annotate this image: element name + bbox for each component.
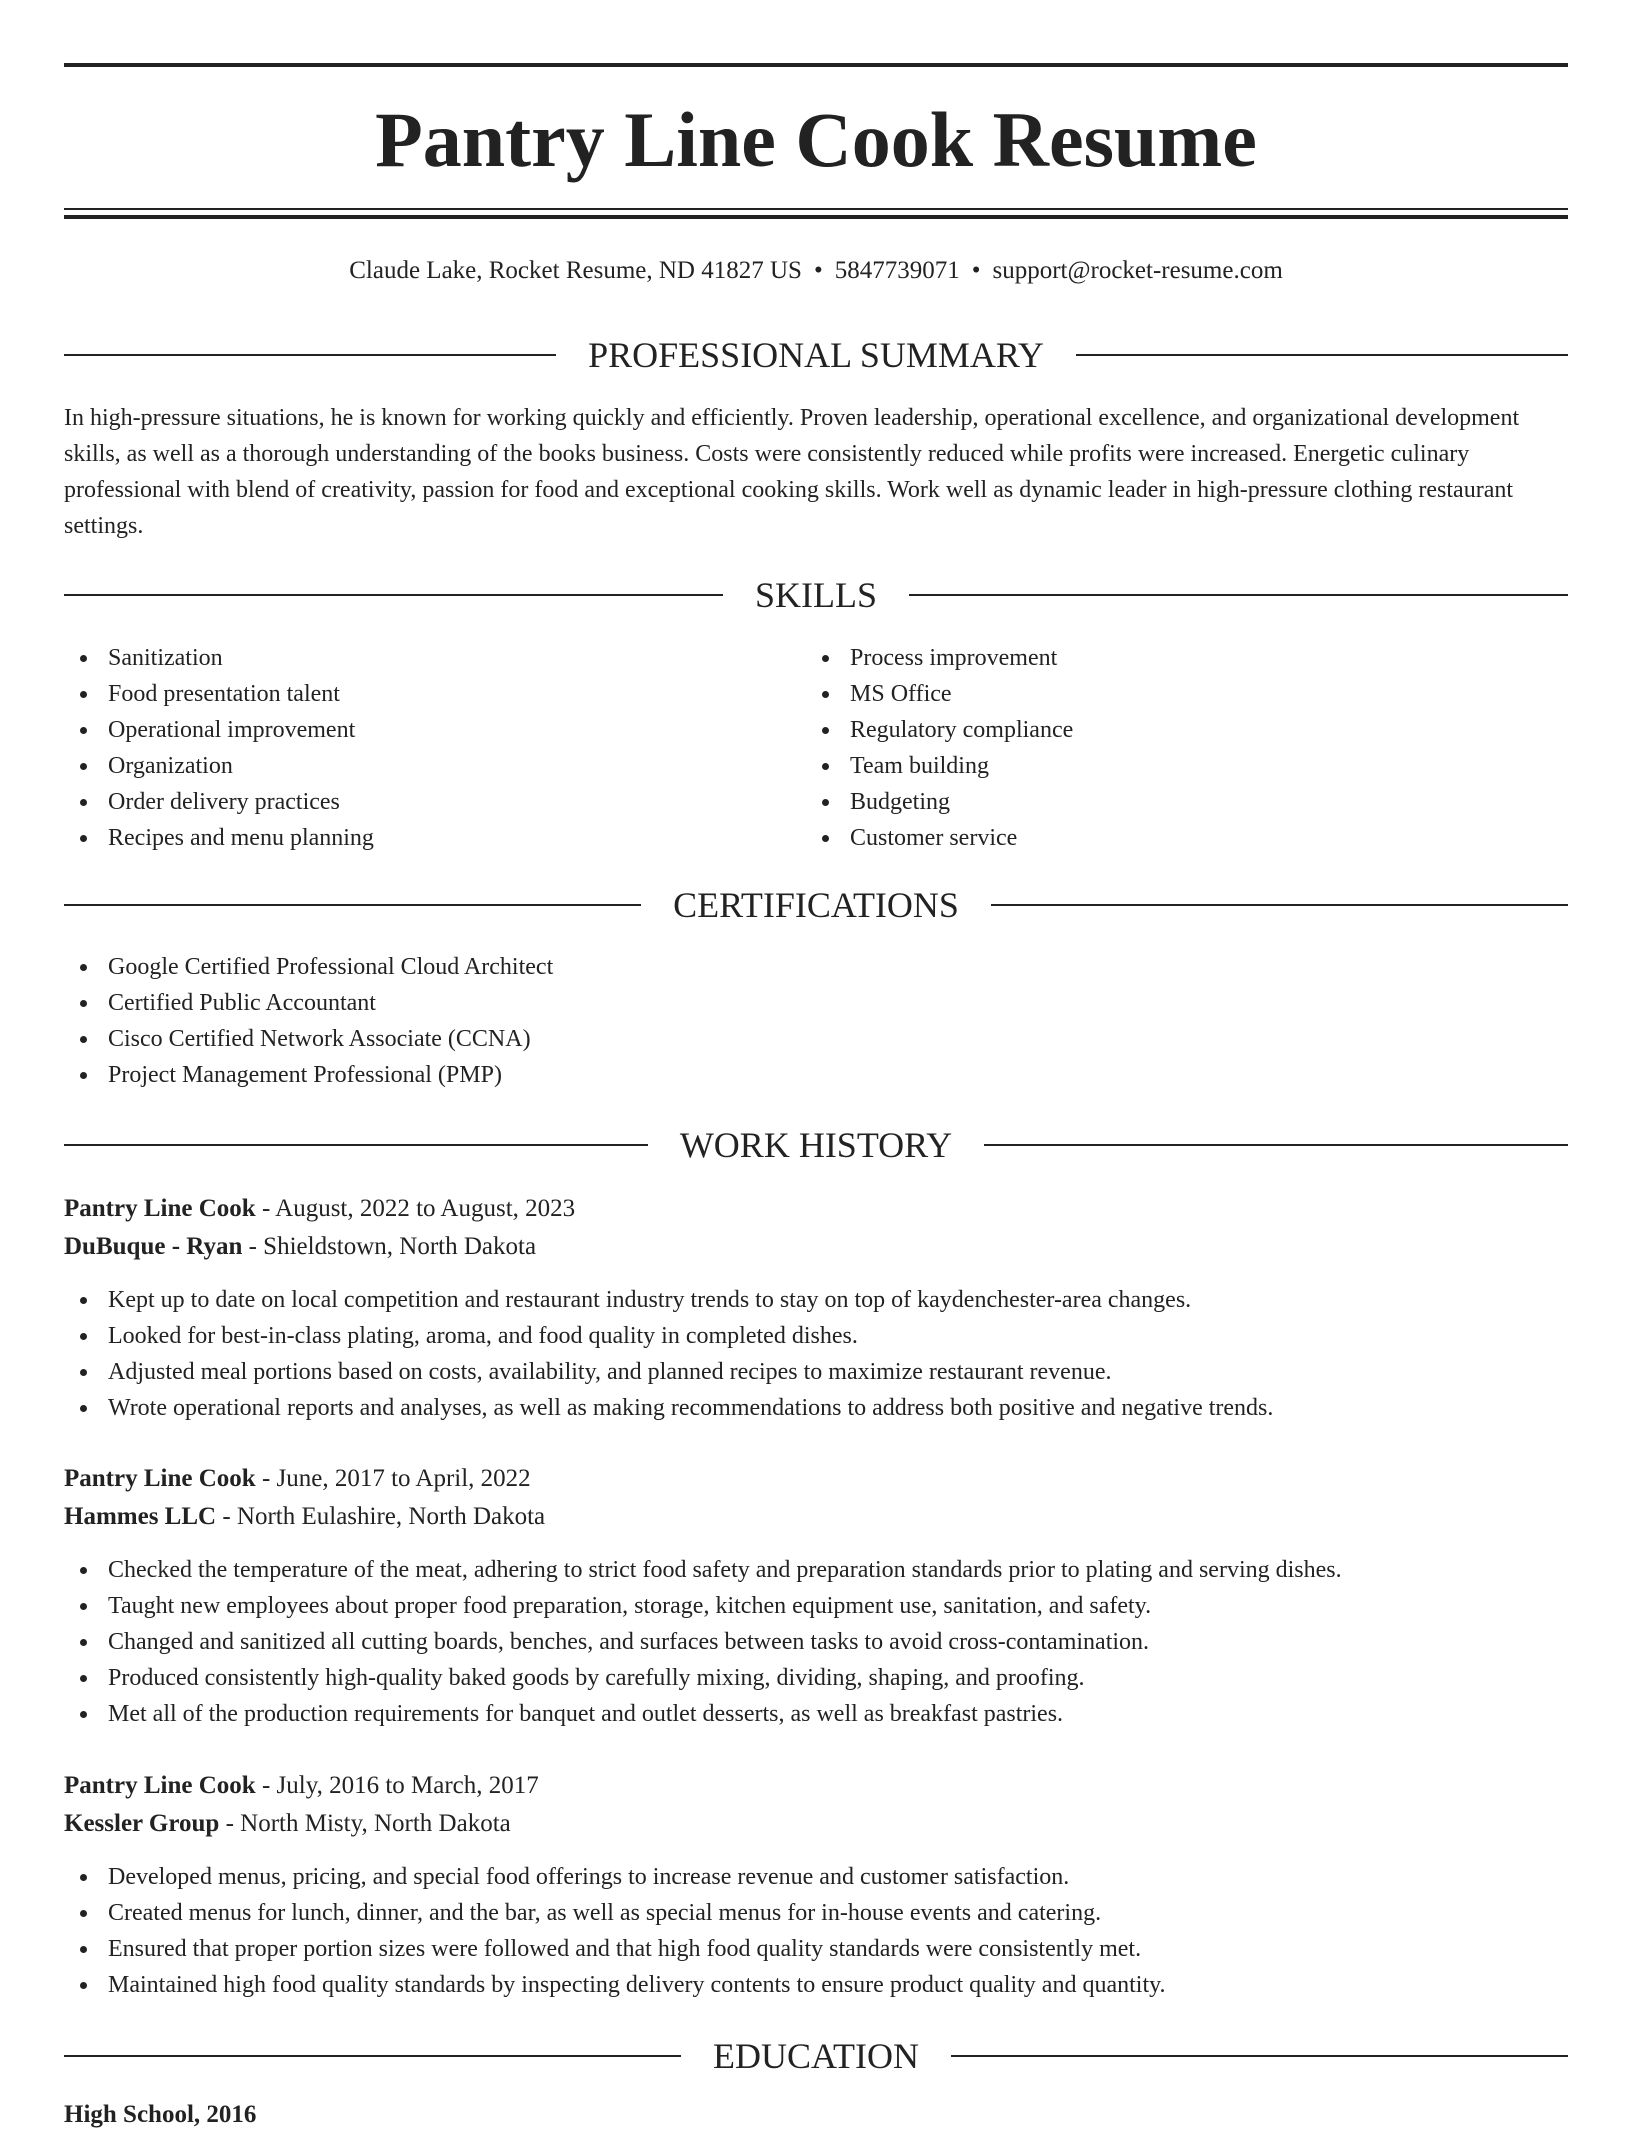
section-title: WORK HISTORY <box>679 1125 953 1165</box>
contact-line <box>64 254 1568 288</box>
job-title: Pantry Line Cook <box>64 1465 256 1492</box>
heading-rule <box>951 2055 1568 2057</box>
skill-item: Food presentation talent <box>64 676 764 712</box>
heading-rule <box>991 904 1568 906</box>
job-location: - Shieldstown, North Dakota <box>242 1233 537 1260</box>
job-title: Pantry Line Cook <box>64 1772 256 1799</box>
section-heading-certifications <box>64 883 1568 927</box>
contact-phone: 5847739071 <box>834 257 960 284</box>
job-dates: - August, 2022 to August, 2023 <box>255 1195 576 1222</box>
section-heading-skills <box>64 573 1568 617</box>
job-title: Pantry Line Cook <box>64 1195 256 1222</box>
job-bullet: Adjusted meal portions based on costs, availability, and planned recipes to maximize restaurant revenue. <box>64 1354 1568 1390</box>
skill-item: Team building <box>806 748 1506 784</box>
job-bullet: Met all of the production requirements for banquet and outlet desserts, as well as breakfast pastries. <box>64 1696 1568 1732</box>
job-bullet: Ensured that proper portion sizes were followed and that high food quality standards were consistently met. <box>64 1931 1568 1967</box>
skill-item: Regulatory compliance <box>806 712 1506 748</box>
section-title: PROFESSIONAL SUMMARY <box>588 335 1044 375</box>
skill-item: Recipes and menu planning <box>64 820 764 856</box>
section-heading-work-history <box>64 1123 1568 1167</box>
certification-item: Project Management Professional (PMP) <box>64 1057 1064 1093</box>
job-company: DuBuque - Ryan <box>64 1233 243 1260</box>
job-title-line <box>64 1767 1568 1805</box>
skill-item: Order delivery practices <box>64 784 764 820</box>
top-rule <box>64 63 1568 67</box>
contact-separator: • <box>971 257 981 284</box>
job-company: Kessler Group <box>64 1810 220 1837</box>
skills-list-left <box>64 640 764 856</box>
job-bullet: Changed and sanitized all cutting boards, benches, and surfaces between tasks to avoid cross-contamination. <box>64 1624 1568 1660</box>
certifications-list <box>64 949 1064 1093</box>
heading-rule <box>64 594 723 596</box>
section-heading-summary <box>64 333 1568 377</box>
job-bullet: Created menus for lunch, dinner, and the bar, as well as special menus for in-house events and catering. <box>64 1895 1568 1931</box>
skill-item: MS Office <box>806 676 1506 712</box>
job-bullets <box>64 1282 1568 1426</box>
job-bullet: Maintained high food quality standards by inspecting delivery contents to ensure product quality and quantity. <box>64 1967 1568 2003</box>
heading-rule <box>909 594 1568 596</box>
job-bullets <box>64 1552 1568 1732</box>
education-entry: High School, 2016 <box>64 2101 257 2128</box>
skill-item: Budgeting <box>806 784 1506 820</box>
job-title-line <box>64 1460 1568 1498</box>
skill-item: Customer service <box>806 820 1506 856</box>
job-entry <box>64 1767 1568 2003</box>
contact-address: Claude Lake, Rocket Resume, ND 41827 US <box>349 257 802 284</box>
skill-item: Sanitization <box>64 640 764 676</box>
contact-separator: • <box>813 257 823 284</box>
job-location: - North Misty, North Dakota <box>219 1810 511 1837</box>
certification-item: Google Certified Professional Cloud Architect <box>64 949 1064 985</box>
skill-item: Operational improvement <box>64 712 764 748</box>
heading-rule <box>984 1144 1568 1146</box>
job-bullet: Looked for best-in-class plating, aroma, and food quality in completed dishes. <box>64 1318 1568 1354</box>
job-entry <box>64 1190 1568 1426</box>
job-bullets <box>64 1859 1568 2003</box>
title-rule-upper <box>64 208 1568 210</box>
job-bullet: Produced consistently high-quality baked goods by carefully mixing, dividing, shaping, and proofing. <box>64 1660 1568 1696</box>
job-dates: - June, 2017 to April, 2022 <box>255 1465 531 1492</box>
heading-rule <box>64 2055 681 2057</box>
skill-item: Process improvement <box>806 640 1506 676</box>
job-company-line <box>64 1805 1568 1843</box>
certification-item: Cisco Certified Network Associate (CCNA) <box>64 1021 1064 1057</box>
skill-item: Organization <box>64 748 764 784</box>
job-bullet: Checked the temperature of the meat, adhering to strict food safety and preparation standards prior to plating and serving dishes. <box>64 1552 1568 1588</box>
job-company: Hammes LLC <box>64 1503 217 1530</box>
job-title-line <box>64 1190 1568 1228</box>
skills-list-right <box>806 640 1506 856</box>
heading-rule <box>64 904 641 906</box>
section-title: SKILLS <box>755 575 878 615</box>
title-rule-lower <box>64 215 1568 219</box>
certification-item: Certified Public Accountant <box>64 985 1064 1021</box>
job-bullet: Taught new employees about proper food preparation, storage, kitchen equipment use, sanitation, and safety. <box>64 1588 1568 1624</box>
job-dates: - July, 2016 to March, 2017 <box>255 1772 539 1799</box>
summary-text: In high-pressure situations, he is known for working quickly and efficiently. Proven leadership, operational excellence, and organizational development skills, as well as a thorough understanding of the books business. Costs were consistently reduced while profits were increased. Energetic culinary professional with blend of creativity, passion for food and exceptional cooking skills. Work well as dynamic leader in high-pressure clothing restaurant settings. <box>64 405 1520 539</box>
heading-rule <box>64 1144 648 1146</box>
job-bullet: Developed menus, pricing, and special food offerings to increase revenue and customer satisfaction. <box>64 1859 1568 1895</box>
job-entry <box>64 1460 1568 1732</box>
heading-rule <box>1076 354 1568 356</box>
job-location: - North Eulashire, North Dakota <box>216 1503 546 1530</box>
section-heading-education <box>64 2034 1568 2078</box>
contact-email: support@rocket-resume.com <box>992 257 1283 284</box>
job-bullet: Wrote operational reports and analyses, as well as making recommendations to address both positive and negative trends. <box>64 1390 1568 1426</box>
resume-title: Pantry Line Cook Resume <box>375 96 1257 183</box>
heading-rule <box>64 354 556 356</box>
job-bullet: Kept up to date on local competition and restaurant industry trends to stay on top of kaydenchester-area changes. <box>64 1282 1568 1318</box>
job-company-line <box>64 1228 1568 1266</box>
section-title: EDUCATION <box>713 2036 919 2076</box>
job-company-line <box>64 1498 1568 1536</box>
section-title: CERTIFICATIONS <box>673 885 959 925</box>
